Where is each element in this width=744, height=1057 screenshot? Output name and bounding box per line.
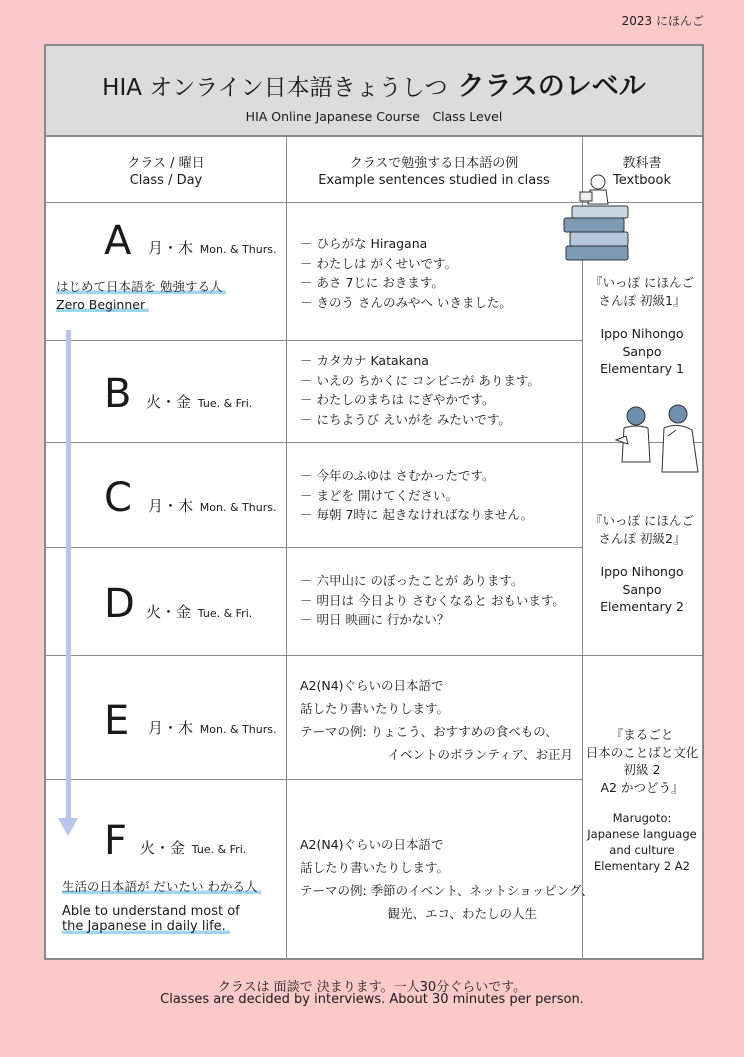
- footer-en: Classes are decided by interviews. About 30 minutes per person.: [160, 992, 584, 1007]
- sentence: － きのう さんのみやへ いきました。: [300, 294, 512, 310]
- header-textbook-en: Textbook: [613, 172, 671, 188]
- class-f-day: [140, 837, 246, 858]
- year-mark: 2023 にほんご: [621, 14, 704, 28]
- header-examples: [286, 156, 582, 190]
- header-examples-jp: クラスで勉強する日本語の例: [349, 156, 519, 171]
- page-subtitle: HIA Online Japanese Course Class Level: [245, 109, 503, 124]
- textbook-3-jp2: 日本のことばと文化: [585, 744, 699, 760]
- class-f-note-en2: the Japanese in daily life.: [62, 919, 230, 934]
- class-a-day-jp: 月・木: [148, 239, 194, 257]
- people-talking-illustration: [612, 402, 704, 478]
- sentence: － あさ 7じに おきます。: [300, 275, 444, 290]
- class-d-sentences: [300, 571, 565, 630]
- textbook-2-en1: Ippo Nihongo: [600, 564, 684, 579]
- class-a-note-en: Zero Beginner: [56, 297, 149, 312]
- row-divider-de: [46, 655, 702, 656]
- class-d-day-en: Tue. & Fri.: [197, 607, 253, 620]
- class-f-note-en1: Able to understand most of: [62, 903, 240, 919]
- progression-arrowhead: [58, 818, 78, 836]
- class-a-day-en: Mon. & Thurs.: [199, 243, 277, 256]
- row-divider-ef: [46, 779, 582, 780]
- sentence: － カタカナ Katakana: [300, 353, 429, 368]
- class-d-day-jp: 火・金: [146, 603, 192, 621]
- sentence: － いえの ちかくに コンビニが あります。: [300, 372, 540, 388]
- books-reader-illustration: [558, 168, 648, 264]
- sentence: － にちようび えいがを みたいです。: [300, 411, 511, 427]
- class-level-sheet: [44, 44, 704, 960]
- textbook-3-en2: Japanese language: [587, 827, 697, 842]
- sentence: － 今年のふゆは さむかったです。: [300, 468, 495, 483]
- textbook-1-jp2: さんぽ 初級1』: [598, 292, 686, 308]
- header-textbook-jp: 教科書: [622, 156, 662, 171]
- textbook-1-en1: Ippo Nihongo: [600, 326, 684, 341]
- textbook-2-jp2: さんぽ 初級2』: [598, 530, 686, 546]
- class-a-sentences: [300, 234, 512, 312]
- class-a-day: [148, 237, 276, 258]
- progression-arrow: [66, 330, 71, 828]
- class-letter-c: C: [104, 475, 132, 521]
- title-main: HIA オンライン日本語きょうしつ: [102, 75, 448, 101]
- sentence: テーマの例: りょこう、おすすめの食べもの、: [300, 724, 558, 739]
- row-divider-ab: [46, 340, 582, 341]
- textbook-3-jp3: 初級 2: [623, 762, 661, 777]
- class-a-note: [56, 278, 226, 313]
- sentence: － 明日は 今日より さむくなると おもいます。: [300, 592, 565, 608]
- class-f-day-en: Tue. & Fri.: [191, 843, 247, 856]
- textbook-3-en1: Marugoto:: [612, 811, 672, 825]
- class-letter-d: D: [104, 581, 135, 627]
- class-f-sentences: [300, 833, 594, 925]
- sentence: イベントのボランティア、お正月: [300, 747, 574, 762]
- class-letter-e: E: [104, 698, 130, 744]
- textbook-3-jp1: 『まるごと: [610, 727, 674, 742]
- sentence: － わたしは がくせいです。: [300, 255, 457, 271]
- textbook-2-jp1: 『いっぽ にほんご: [590, 513, 694, 528]
- textbook-2-en3: Elementary 2: [600, 599, 684, 614]
- class-e-sentences: [300, 674, 573, 766]
- class-b-day: [146, 391, 252, 412]
- row-divider-cd: [46, 547, 582, 548]
- header-class-en: Class / Day: [129, 172, 203, 188]
- title-highlight: クラスのレベル: [457, 71, 646, 102]
- textbook-3: [582, 726, 702, 874]
- sentence: － わたしのまちは にぎやかです。: [300, 392, 495, 407]
- class-c-sentences: [300, 466, 533, 525]
- header-examples-en: Example sentences studied in class: [318, 172, 550, 188]
- header-class-jp: クラス / 曜日: [127, 156, 205, 171]
- title-bar: [46, 46, 702, 137]
- class-f-day-jp: 火・金: [140, 839, 186, 857]
- class-b-sentences: [300, 351, 540, 429]
- sentence: － ひらがな Hiragana: [300, 236, 428, 251]
- class-letter-b: B: [104, 371, 132, 417]
- class-d-day: [146, 601, 252, 622]
- class-b-day-jp: 火・金: [146, 393, 192, 411]
- textbook-1-en2: Sanpo: [622, 343, 662, 359]
- header-class: [46, 156, 286, 190]
- class-b-day-en: Tue. & Fri.: [197, 397, 253, 410]
- class-e-day-jp: 月・木: [148, 719, 194, 737]
- sentence: 話したり書いたりします。: [300, 701, 450, 716]
- textbook-2: [582, 512, 702, 616]
- sentence: － 明日 映画に 行かない？: [300, 612, 450, 627]
- page-title: [46, 64, 702, 103]
- row-divider-bc: [46, 442, 702, 443]
- class-a-note-jp: はじめて日本語を 勉強する人: [56, 279, 226, 294]
- textbook-3-jp4: A2 かつどう』: [600, 779, 684, 795]
- sentence: － まどを 開けてください。: [300, 487, 458, 503]
- class-e-day-en: Mon. & Thurs.: [199, 723, 277, 736]
- footer-jp: クラスは 面談で 決まります。一人30分ぐらいです。: [217, 980, 527, 995]
- sentence: － 毎朝 7時に 起きなければなりません。: [300, 507, 534, 522]
- textbook-3-en3: and culture: [609, 843, 675, 858]
- textbook-1-en3: Elementary 1: [600, 361, 684, 376]
- class-e-day: [148, 717, 276, 738]
- class-f-note-jp: 生活の日本語が だいたい わかる人: [62, 879, 261, 894]
- class-c-day: [148, 495, 276, 516]
- class-c-day-jp: 月・木: [148, 497, 194, 515]
- class-letter-f: F: [104, 818, 128, 864]
- sentence: A2(N4)ぐらいの日本語で: [300, 837, 444, 852]
- sentence: 話したり書いたりします。: [300, 860, 450, 875]
- class-c-day-en: Mon. & Thurs.: [199, 501, 277, 514]
- sentence: A2(N4)ぐらいの日本語で: [300, 678, 444, 693]
- class-letter-a: A: [104, 218, 132, 264]
- textbook-1-jp1: 『いっぽ にほんご: [590, 275, 694, 290]
- sentence: － 六甲山に のぼったことが あります。: [300, 573, 524, 588]
- class-f-note: [62, 878, 261, 935]
- sentence: 観光、エコ、わたしの人生: [300, 906, 538, 921]
- textbook-1: [582, 274, 702, 378]
- textbook-2-en2: Sanpo: [622, 581, 662, 597]
- sentence: テーマの例: 季節のイベント、ネットショッピング、: [300, 883, 594, 898]
- textbook-3-en4: Elementary 2 A2: [593, 859, 690, 874]
